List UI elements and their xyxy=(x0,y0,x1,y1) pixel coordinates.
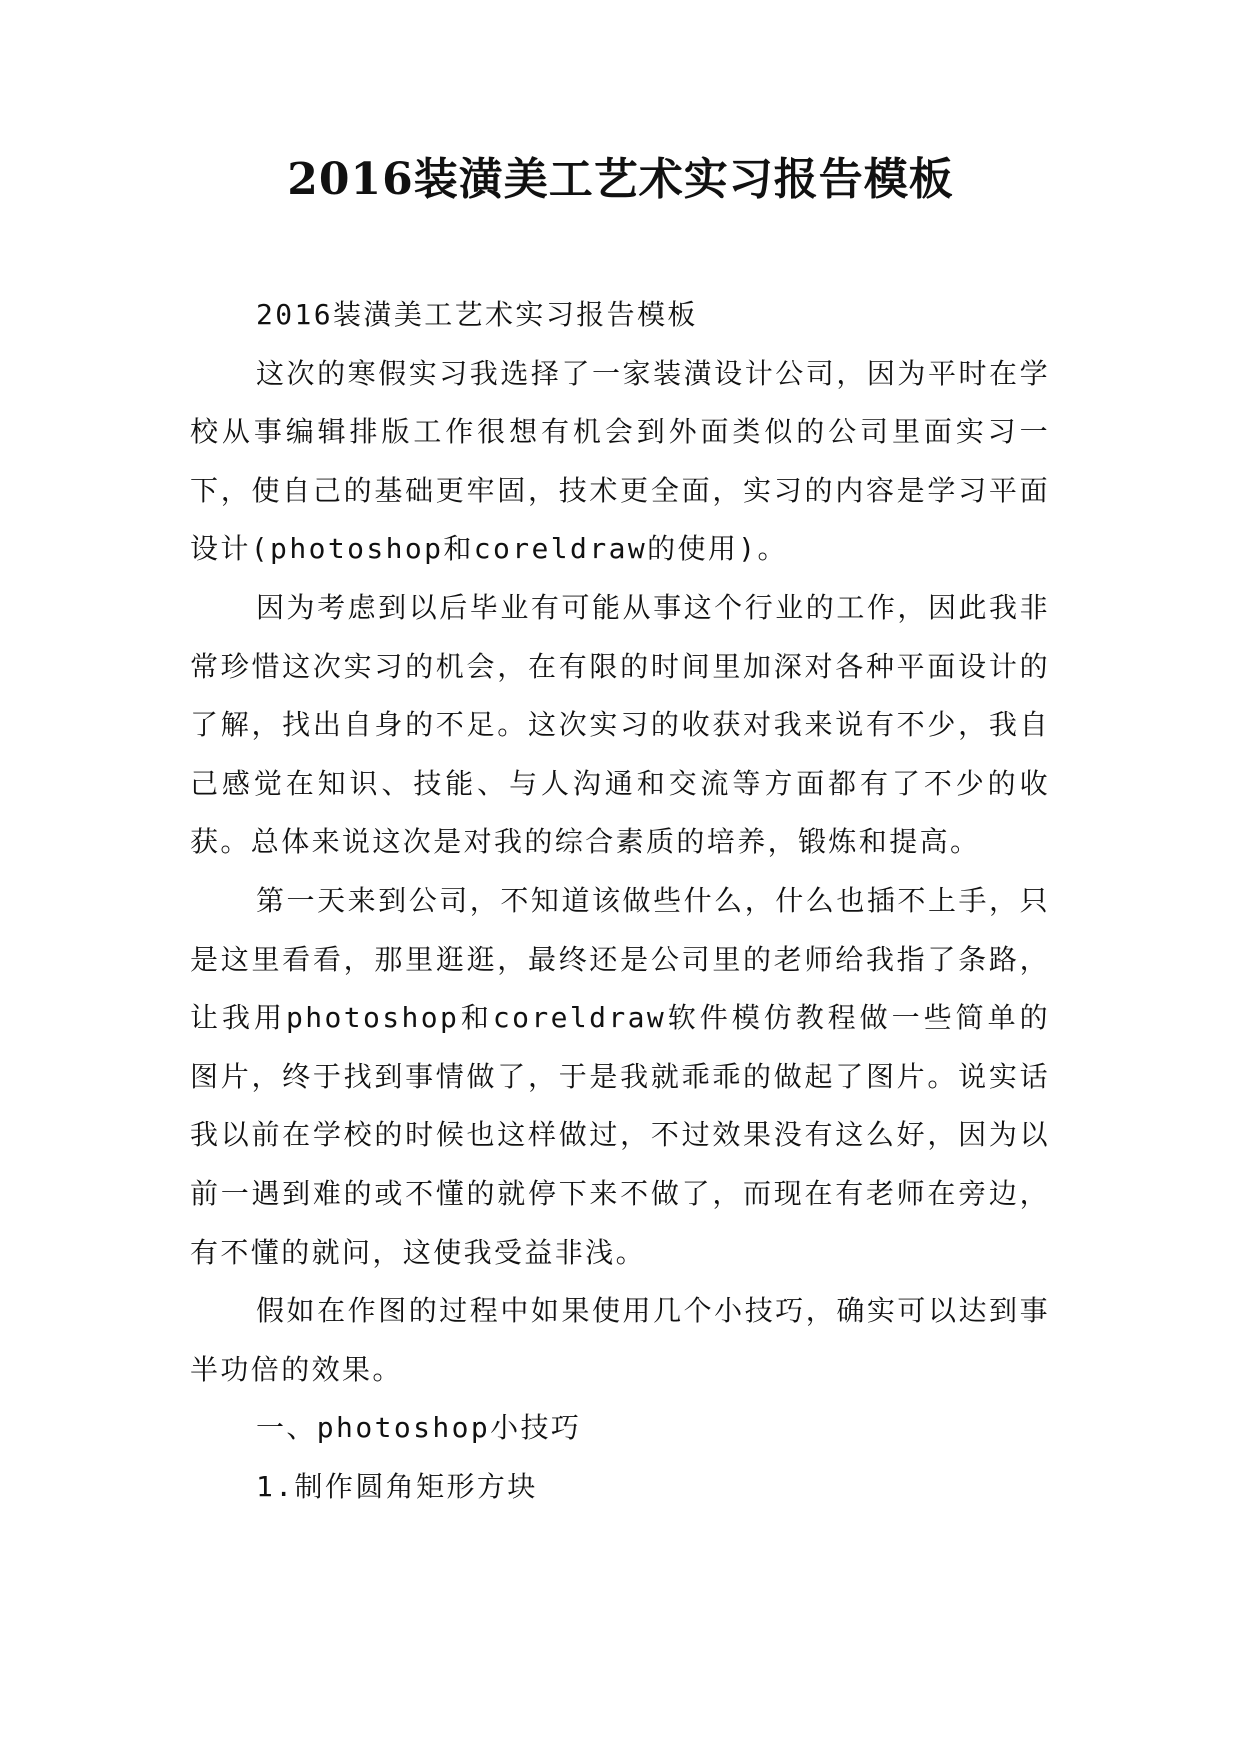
document-title: 2016装潢美工艺术实习报告模板 xyxy=(287,154,954,205)
section-heading: 一、photoshop小技巧 xyxy=(256,1411,582,1445)
paragraph: 第一天来到公司，不知道该做些什么，什么也插不上手，只是这里看看，那里逛逛，最终还是公司里的老师给我指了条路，让我用photoshop和coreldraw软件模仿教程做一些简单的图片，终于找到事情做了，于是我就乖乖的做起了图片。说实话我以前在学校的时候也这样做过，不过效果没有这么好，因为以前一遇到难的或不懂的就停下来不做了，而现在有老师在旁边，有不懂的就问，这使我受益非浅。 xyxy=(190,883,1050,1269)
paragraph: 这次的寒假实习我选择了一家装潢设计公司，因为平时在学校从事编辑排版工作很想有机会到外面类似的公司里面实习一下，使自己的基础更牢固，技术更全面，实习的内容是学习平面设计(photoshop和coreldraw的使用)。 xyxy=(190,356,1050,566)
document-body xyxy=(190,286,1050,1516)
subsection-heading: 1.制作圆角矩形方块 xyxy=(256,1469,538,1503)
paragraph-subtitle: 2016装潢美工艺术实习报告模板 xyxy=(256,298,698,331)
paragraph: 假如在作图的过程中如果使用几个小技巧，确实可以达到事半功倍的效果。 xyxy=(190,1294,1050,1386)
paragraph: 因为考虑到以后毕业有可能从事这个行业的工作，因此我非常珍惜这次实习的机会，在有限的时间里加深对各种平面设计的了解，找出自身的不足。这次实习的收获对我来说有不少，我自己感觉在知识、技能、与人沟通和交流等方面都有了不少的收获。总体来说这次是对我的综合素质的培养，锻炼和提高。 xyxy=(190,590,1050,859)
